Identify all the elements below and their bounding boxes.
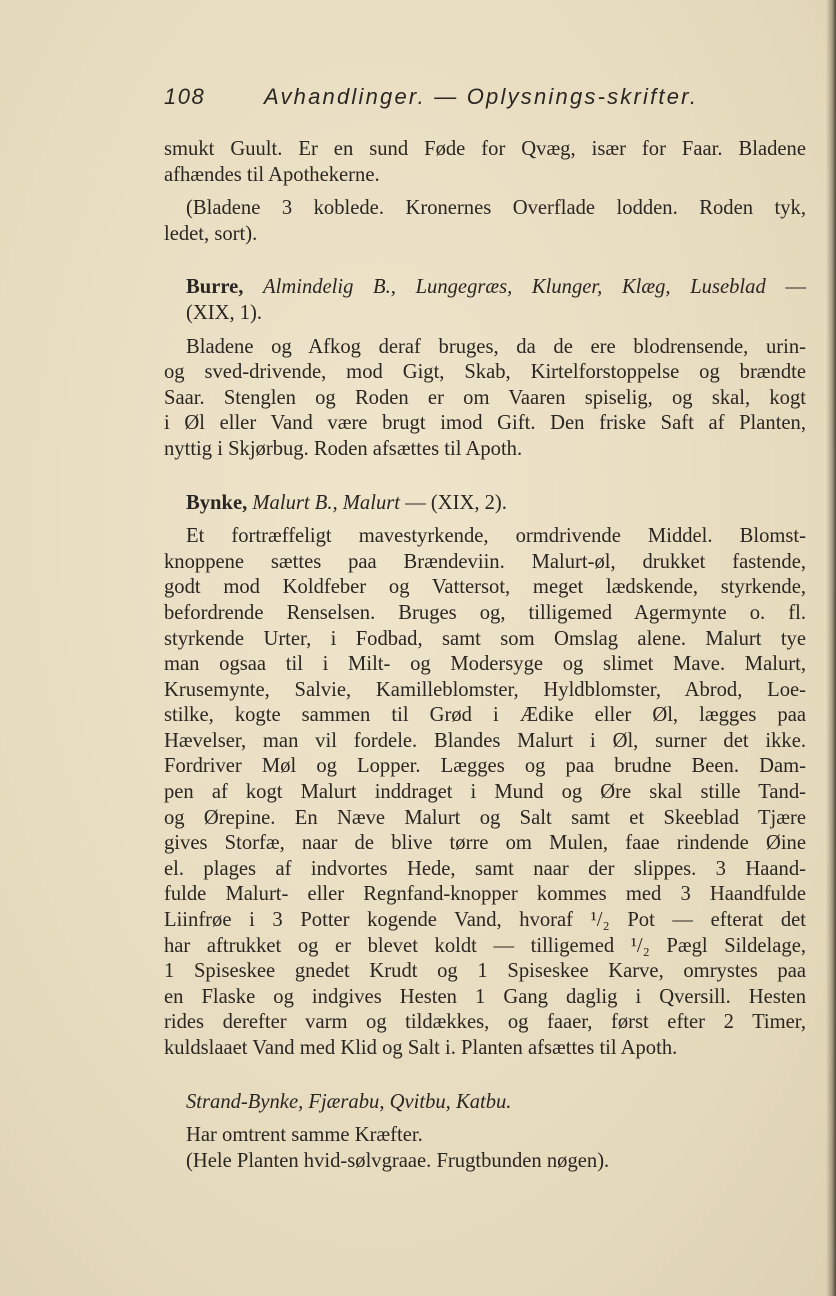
- text-line: har aftrukket og er blevet koldt — tilligemed ¹/₂ Pægl Sildelage,: [164, 934, 806, 957]
- text-line: og sved-drivende, mod Gigt, Skab, Kirtelforstoppelse og brændte: [164, 361, 806, 384]
- page-number: 108: [164, 84, 206, 109]
- text-line: befordrende Renselsen. Bruges og, tilligemed Agermynte o. fl.: [164, 601, 806, 624]
- entry-ref: — (XIX, 2).: [405, 491, 507, 514]
- text-line: man ogsaa til i Milt- og Modersyge og slimet Mave. Malurt,: [164, 653, 806, 676]
- text-line: Hævelser, man vil fordele. Blandes Malurt i Øl, surner det ikke.: [164, 729, 806, 752]
- text-line: knoppene sættes paa Brændeviin. Malurt-øl, drukket fastende,: [164, 550, 806, 573]
- entry-synonyms: Malurt B., Malurt: [252, 491, 400, 514]
- entry-synonyms: Almindelig B., Lungegræs, Klunger, Klæg, Luseblad: [263, 276, 766, 299]
- text-line: Krusemynte, Salvie, Kamilleblomster, Hyldblomster, Abrod, Loe-: [164, 678, 806, 701]
- entry-ref: (XIX, 1).: [186, 301, 263, 324]
- text-line: gives Storfæ, naar de blive tørre om Mulen, faae rindende Øine: [164, 832, 806, 855]
- text-line: godt mod Koldfeber og Vattersot, meget lædskende, styrkende,: [164, 576, 806, 599]
- text-line: Har omtrent samme Kræfter.: [186, 1124, 423, 1147]
- page-edge-shadow: [826, 0, 836, 1296]
- text-line: Liinfrøe i 3 Potter kogende Vand, hvoraf ¹/₂ Pot — efterat det: [164, 909, 806, 932]
- entry-name: Bynke,: [186, 491, 248, 514]
- entry-dash: —: [765, 276, 806, 299]
- text-line: 1 Spiseskee gnedet Krudt og 1 Spiseskee Karve, omrystes paa: [164, 960, 806, 983]
- text-line: stilke, kogte sammen til Grød i Ædike eller Øl, lægges paa: [164, 704, 806, 727]
- text-line: smukt Guult. Er en sund Føde for Qvæg, især for Faar. Bladene: [164, 138, 806, 160]
- text-line: i Øl eller Vand være brugt imod Gift. Den friske Saft af Planten,: [164, 412, 806, 435]
- text-line: og Ørepine. En Næve Malurt og Salt samt et Skeeblad Tjære: [164, 806, 806, 829]
- text-line: ledet, sort).: [164, 222, 258, 245]
- entry-heading-burre: [164, 275, 806, 301]
- entry-heading-strand-bynke: Strand-Bynke, Fjærabu, Qvitbu, Katbu.: [186, 1090, 512, 1113]
- text-line: (Hele Planten hvid-sølvgraae. Frugtbunden nøgen).: [186, 1149, 610, 1172]
- text-line: el. plages af indvortes Hede, samt naar der slippes. 3 Haand-: [164, 857, 806, 880]
- text-line: Bladene og Afkog deraf bruges, da de ere blodrensende, urin-: [186, 335, 806, 358]
- text-line: pen af kogt Malurt inddraget i Mund og Øre skal stille Tand-: [164, 781, 806, 804]
- text-line: nyttig i Skjørbug. Roden afsættes til Apoth.: [164, 437, 523, 460]
- running-title: Avhandlinger. — Oplysnings-skrifter.: [264, 84, 699, 109]
- text-line: Et fortræffeligt mavestyrkende, ormdrivende Middel. Blomst-: [186, 525, 806, 548]
- entry-name: Burre,: [186, 276, 244, 299]
- body-text: [164, 137, 806, 1174]
- text-line: rides derefter varm og tildækkes, og faaer, først efter 2 Timer,: [164, 1011, 806, 1034]
- text-line: afhændes til Apothekerne.: [164, 163, 380, 186]
- text-line: styrkende Urter, i Fodbad, samt som Omslag alene. Malurt tye: [164, 627, 806, 650]
- text-line: en Flaske og indgives Hesten 1 Gang daglig i Qversill. Hesten: [164, 985, 806, 1008]
- page-header: [164, 84, 804, 110]
- text-line: Fordriver Møl og Lopper. Lægges og paa brudne Been. Dam-: [164, 755, 806, 778]
- text-line: (Bladene 3 koblede. Kronernes Overflade lodden. Roden tyk,: [186, 197, 806, 220]
- entry-heading-bynke: [164, 491, 806, 517]
- text-line: kuldslaaet Vand med Klid og Salt i. Planten afsættes til Apoth.: [164, 1037, 678, 1059]
- text-line: fulde Malurt- eller Regnfand-knopper kommes med 3 Haandfulde: [164, 883, 806, 906]
- text-line: Saar. Stenglen og Roden er om Vaaren spiselig, og skal, kogt: [164, 386, 806, 409]
